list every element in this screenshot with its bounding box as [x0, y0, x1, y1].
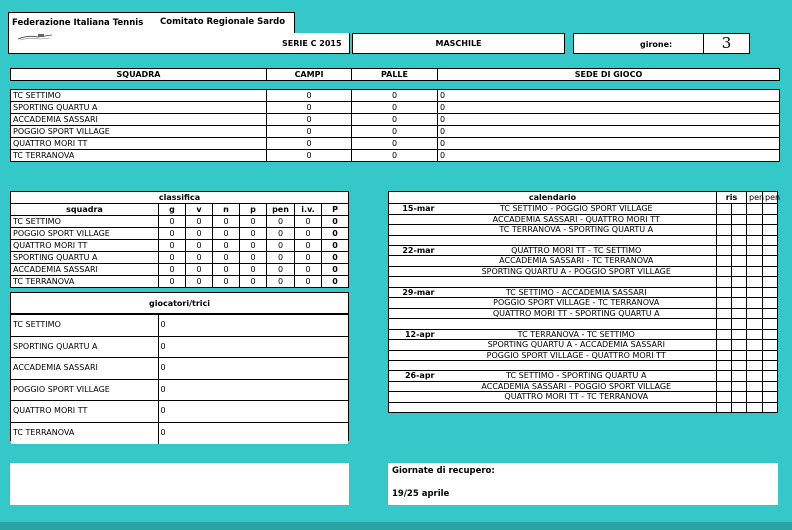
bottom-strip: [0, 522, 792, 530]
result-cell: [747, 371, 763, 382]
match-date: [389, 225, 437, 236]
result-cell: [763, 308, 778, 319]
col-sede: SEDE DI GIOCO: [438, 69, 780, 81]
team-sede: 0: [438, 114, 780, 126]
result-cell: [732, 381, 747, 392]
classifica-stat: 0: [159, 228, 186, 240]
fit-logo-icon: [18, 32, 52, 44]
teams-table: [10, 89, 780, 162]
result-cell: [747, 256, 763, 267]
result-cell: [717, 287, 732, 298]
table-row: [11, 114, 780, 126]
table-row: [389, 329, 778, 340]
classifica-stat: 0: [186, 228, 213, 240]
col-campi: CAMPI: [267, 69, 352, 81]
classifica-stat: 0: [240, 228, 267, 240]
team-sede: 0: [438, 150, 780, 162]
result-cell: [717, 235, 732, 245]
list-item: [11, 358, 348, 380]
match-teams: QUATTRO MORI TT - TC SETTIMO: [437, 245, 717, 256]
result-cell: [763, 340, 778, 351]
result-cell: [763, 319, 778, 329]
table-row: [11, 264, 349, 276]
player-team: SPORTING QUARTU A: [11, 336, 158, 358]
team-palle: 0: [352, 126, 438, 138]
team-campi: 0: [267, 102, 352, 114]
classifica-stat: 0: [213, 240, 240, 252]
result-cell: [717, 371, 732, 382]
classifica-stat: 0: [295, 228, 322, 240]
classifica-stat: 0: [322, 240, 349, 252]
table-row: [11, 228, 349, 240]
team-campi: 0: [267, 114, 352, 126]
team-name: POGGIO SPORT VILLAGE: [11, 126, 267, 138]
classifica-stat: 0: [159, 264, 186, 276]
teams-table-header: [10, 68, 780, 81]
result-cell: [732, 225, 747, 236]
table-row: [389, 266, 778, 277]
federation-name: Federazione Italiana Tennis: [12, 18, 144, 28]
team-sede: 0: [438, 102, 780, 114]
classifica-team: SPORTING QUARTU A: [11, 252, 159, 264]
classifica-col-6: i.v.: [295, 204, 322, 216]
table-row: [389, 214, 778, 225]
result-cell: [747, 308, 763, 319]
classifica-stat: 0: [295, 264, 322, 276]
table-row: [389, 371, 778, 382]
result-cell: [747, 245, 763, 256]
table-row: [389, 287, 778, 298]
result-cell: [732, 287, 747, 298]
player-count: 0: [158, 358, 348, 380]
result-cell: [732, 329, 747, 340]
classifica-stat: 0: [267, 252, 295, 264]
classifica-stat: 0: [240, 264, 267, 276]
table-row: [389, 350, 778, 361]
result-cell: [763, 277, 778, 287]
classifica-stat: 0: [186, 276, 213, 288]
match-date: [389, 402, 437, 412]
result-cell: [747, 298, 763, 309]
player-count: 0: [158, 336, 348, 358]
match-date: 26-apr: [389, 371, 437, 382]
result-cell: [763, 350, 778, 361]
result-cell: [717, 329, 732, 340]
table-row: [389, 381, 778, 392]
result-cell: [763, 245, 778, 256]
player-team: TC SETTIMO: [11, 315, 158, 337]
player-team: ACCADEMIA SASSARI: [11, 358, 158, 380]
notes-box: [10, 463, 349, 505]
table-row: [11, 216, 349, 228]
classifica-col-2: v: [186, 204, 213, 216]
result-cell: [763, 329, 778, 340]
match-date: [389, 340, 437, 351]
match-date: [389, 277, 437, 287]
result-cell: [717, 245, 732, 256]
list-item: [11, 401, 348, 423]
result-cell: [732, 340, 747, 351]
classifica-stat: 0: [186, 252, 213, 264]
classifica-stat: 0: [295, 216, 322, 228]
table-row: [11, 102, 780, 114]
classifica-col-5: pen: [267, 204, 295, 216]
result-cell: [747, 287, 763, 298]
player-count: 0: [158, 315, 348, 337]
calendario-table: [388, 191, 781, 413]
classifica-team: ACCADEMIA SASSARI: [11, 264, 159, 276]
match-teams: QUATTRO MORI TT - SPORTING QUARTU A: [437, 308, 717, 319]
classifica-stat: 0: [322, 276, 349, 288]
team-sede: 0: [438, 138, 780, 150]
team-sede: 0: [438, 90, 780, 102]
table-row: [389, 361, 778, 371]
result-cell: [747, 277, 763, 287]
col-pen-1: pen: [747, 192, 763, 204]
match-teams: SPORTING QUARTU A - ACCADEMIA SASSARI: [437, 340, 717, 351]
result-cell: [717, 319, 732, 329]
table-row: [389, 225, 778, 236]
match-date: [389, 214, 437, 225]
result-cell: [717, 277, 732, 287]
classifica-col-7: P: [322, 204, 349, 216]
match-teams: TC TERRANOVA - SPORTING QUARTU A: [437, 225, 717, 236]
table-row: [389, 392, 778, 403]
match-teams: [437, 402, 717, 412]
match-teams: [437, 319, 717, 329]
match-teams: QUATTRO MORI TT - TC TERRANOVA: [437, 392, 717, 403]
result-cell: [717, 225, 732, 236]
match-date: [389, 298, 437, 309]
team-name: TC SETTIMO: [11, 90, 267, 102]
classifica-stat: 0: [159, 276, 186, 288]
result-cell: [732, 371, 747, 382]
match-teams: POGGIO SPORT VILLAGE - QUATTRO MORI TT: [437, 350, 717, 361]
table-row: [11, 150, 780, 162]
result-cell: [763, 287, 778, 298]
match-teams: ACCADEMIA SASSARI - TC TERRANOVA: [437, 256, 717, 267]
group-label: girone:: [640, 40, 673, 49]
classifica-stat: 0: [213, 264, 240, 276]
result-cell: [747, 266, 763, 277]
player-count: 0: [158, 379, 348, 401]
result-cell: [732, 392, 747, 403]
result-cell: [717, 214, 732, 225]
match-date: [389, 381, 437, 392]
match-date: 12-apr: [389, 329, 437, 340]
result-cell: [763, 214, 778, 225]
table-row: [11, 252, 349, 264]
result-cell: [717, 256, 732, 267]
classifica-col-4: p: [240, 204, 267, 216]
team-name: QUATTRO MORI TT: [11, 138, 267, 150]
result-cell: [717, 350, 732, 361]
classifica-stat: 0: [186, 264, 213, 276]
match-teams: [437, 235, 717, 245]
result-cell: [747, 319, 763, 329]
classifica-col-0: squadra: [11, 204, 159, 216]
col-ris: ris: [717, 192, 747, 204]
classifica-stat: 0: [213, 276, 240, 288]
players-title: giocatori/trici: [11, 293, 348, 314]
classifica-stat: 0: [322, 252, 349, 264]
result-cell: [732, 214, 747, 225]
result-cell: [717, 340, 732, 351]
players-panel: [10, 292, 349, 441]
result-cell: [747, 235, 763, 245]
result-cell: [747, 204, 763, 215]
result-cell: [717, 361, 732, 371]
result-cell: [763, 256, 778, 267]
team-name: TC TERRANOVA: [11, 150, 267, 162]
table-row: [11, 90, 780, 102]
match-date: [389, 256, 437, 267]
team-campi: 0: [267, 150, 352, 162]
result-cell: [763, 266, 778, 277]
result-cell: [732, 402, 747, 412]
classifica-team: POGGIO SPORT VILLAGE: [11, 228, 159, 240]
classifica-stat: 0: [159, 252, 186, 264]
match-teams: TC SETTIMO - SPORTING QUARTU A: [437, 371, 717, 382]
classifica-stat: 0: [322, 264, 349, 276]
match-date: [389, 319, 437, 329]
table-row: [11, 126, 780, 138]
list-item: [11, 336, 348, 358]
player-team: POGGIO SPORT VILLAGE: [11, 379, 158, 401]
table-row: [389, 308, 778, 319]
col-palle: PALLE: [352, 69, 438, 81]
list-item: [11, 315, 348, 337]
result-cell: [717, 204, 732, 215]
result-cell: [763, 298, 778, 309]
classifica-col-1: g: [159, 204, 186, 216]
team-campi: 0: [267, 138, 352, 150]
result-cell: [732, 319, 747, 329]
result-cell: [732, 245, 747, 256]
classifica-stat: 0: [267, 276, 295, 288]
team-palle: 0: [352, 90, 438, 102]
classifica-stat: 0: [267, 228, 295, 240]
result-cell: [717, 381, 732, 392]
match-date: [389, 361, 437, 371]
category-label: MASCHILE: [435, 39, 482, 48]
team-campi: 0: [267, 90, 352, 102]
team-name: SPORTING QUARTU A: [11, 102, 267, 114]
result-cell: [763, 371, 778, 382]
classifica-title: classifica: [11, 192, 349, 204]
match-date: 15-mar: [389, 204, 437, 215]
player-team: QUATTRO MORI TT: [11, 401, 158, 423]
calendario-title: calendario: [389, 192, 717, 204]
result-cell: [717, 308, 732, 319]
result-cell: [732, 350, 747, 361]
result-cell: [763, 235, 778, 245]
result-cell: [717, 392, 732, 403]
result-cell: [732, 204, 747, 215]
match-date: [389, 392, 437, 403]
recupero-value: 19/25 aprile: [392, 489, 450, 499]
committee-name: Comitato Regionale Sardo: [160, 17, 286, 27]
table-row: [389, 340, 778, 351]
result-cell: [732, 277, 747, 287]
result-cell: [763, 225, 778, 236]
result-cell: [747, 402, 763, 412]
table-row: [389, 204, 778, 215]
table-row: [389, 235, 778, 245]
classifica-stat: 0: [240, 252, 267, 264]
match-date: 29-mar: [389, 287, 437, 298]
result-cell: [717, 266, 732, 277]
classifica-stat: 0: [159, 240, 186, 252]
classifica-stat: 0: [295, 240, 322, 252]
classifica-stat: 0: [240, 216, 267, 228]
result-cell: [747, 361, 763, 371]
classifica-stat: 0: [213, 216, 240, 228]
match-teams: [437, 277, 717, 287]
classifica-team: TC TERRANOVA: [11, 276, 159, 288]
result-cell: [732, 361, 747, 371]
table-row: [389, 245, 778, 256]
table-row: [389, 319, 778, 329]
classifica-stat: 0: [295, 276, 322, 288]
classifica-stat: 0: [213, 252, 240, 264]
match-teams: [437, 361, 717, 371]
match-teams: ACCADEMIA SASSARI - QUATTRO MORI TT: [437, 214, 717, 225]
player-count: 0: [158, 401, 348, 423]
classifica-stat: 0: [295, 252, 322, 264]
team-campi: 0: [267, 126, 352, 138]
table-row: [389, 277, 778, 287]
col-squadra: SQUADRA: [11, 69, 267, 81]
team-palle: 0: [352, 138, 438, 150]
classifica-stat: 0: [240, 276, 267, 288]
result-cell: [763, 361, 778, 371]
result-cell: [763, 402, 778, 412]
result-cell: [732, 298, 747, 309]
team-sede: 0: [438, 126, 780, 138]
result-cell: [747, 381, 763, 392]
classifica-stat: 0: [240, 240, 267, 252]
table-row: [11, 138, 780, 150]
match-teams: TC TERRANOVA - TC SETTIMO: [437, 329, 717, 340]
classifica-stat: 0: [267, 240, 295, 252]
team-palle: 0: [352, 102, 438, 114]
result-cell: [732, 235, 747, 245]
table-row: [11, 240, 349, 252]
classifica-team: QUATTRO MORI TT: [11, 240, 159, 252]
match-date: [389, 350, 437, 361]
result-cell: [747, 225, 763, 236]
classifica-stat: 0: [267, 216, 295, 228]
match-date: [389, 235, 437, 245]
match-teams: TC SETTIMO - ACCADEMIA SASSARI: [437, 287, 717, 298]
match-teams: TC SETTIMO - POGGIO SPORT VILLAGE: [437, 204, 717, 215]
result-cell: [732, 308, 747, 319]
result-cell: [763, 381, 778, 392]
result-cell: [732, 266, 747, 277]
classifica-col-3: n: [213, 204, 240, 216]
table-row: [389, 402, 778, 412]
classifica-table: [10, 191, 349, 288]
classifica-stat: 0: [267, 264, 295, 276]
list-item: [11, 422, 348, 444]
classifica-stat: 0: [322, 228, 349, 240]
match-date: [389, 308, 437, 319]
match-date: 22-mar: [389, 245, 437, 256]
match-teams: SPORTING QUARTU A - POGGIO SPORT VILLAGE: [437, 266, 717, 277]
classifica-stat: 0: [186, 240, 213, 252]
match-date: [389, 266, 437, 277]
result-cell: [717, 298, 732, 309]
classifica-stat: 0: [213, 228, 240, 240]
recupero-title: Giornate di recupero:: [392, 466, 495, 476]
result-cell: [747, 350, 763, 361]
player-count: 0: [158, 422, 348, 444]
classifica-stat: 0: [159, 216, 186, 228]
col-pen-2: pen: [763, 192, 778, 204]
match-teams: POGGIO SPORT VILLAGE - TC TERRANOVA: [437, 298, 717, 309]
table-row: [389, 298, 778, 309]
table-row: [389, 256, 778, 267]
classifica-team: TC SETTIMO: [11, 216, 159, 228]
result-cell: [747, 329, 763, 340]
result-cell: [763, 204, 778, 215]
result-cell: [717, 402, 732, 412]
table-row: [11, 276, 349, 288]
classifica-stat: 0: [186, 216, 213, 228]
result-cell: [732, 256, 747, 267]
team-palle: 0: [352, 114, 438, 126]
player-team: TC TERRANOVA: [11, 422, 158, 444]
group-value: 3: [721, 34, 732, 52]
classifica-stat: 0: [322, 216, 349, 228]
result-cell: [763, 392, 778, 403]
list-item: [11, 379, 348, 401]
result-cell: [747, 340, 763, 351]
result-cell: [747, 392, 763, 403]
team-name: ACCADEMIA SASSARI: [11, 114, 267, 126]
match-teams: ACCADEMIA SASSARI - POGGIO SPORT VILLAGE: [437, 381, 717, 392]
series-label: SERIE C 2015: [282, 39, 342, 48]
team-palle: 0: [352, 150, 438, 162]
result-cell: [747, 214, 763, 225]
